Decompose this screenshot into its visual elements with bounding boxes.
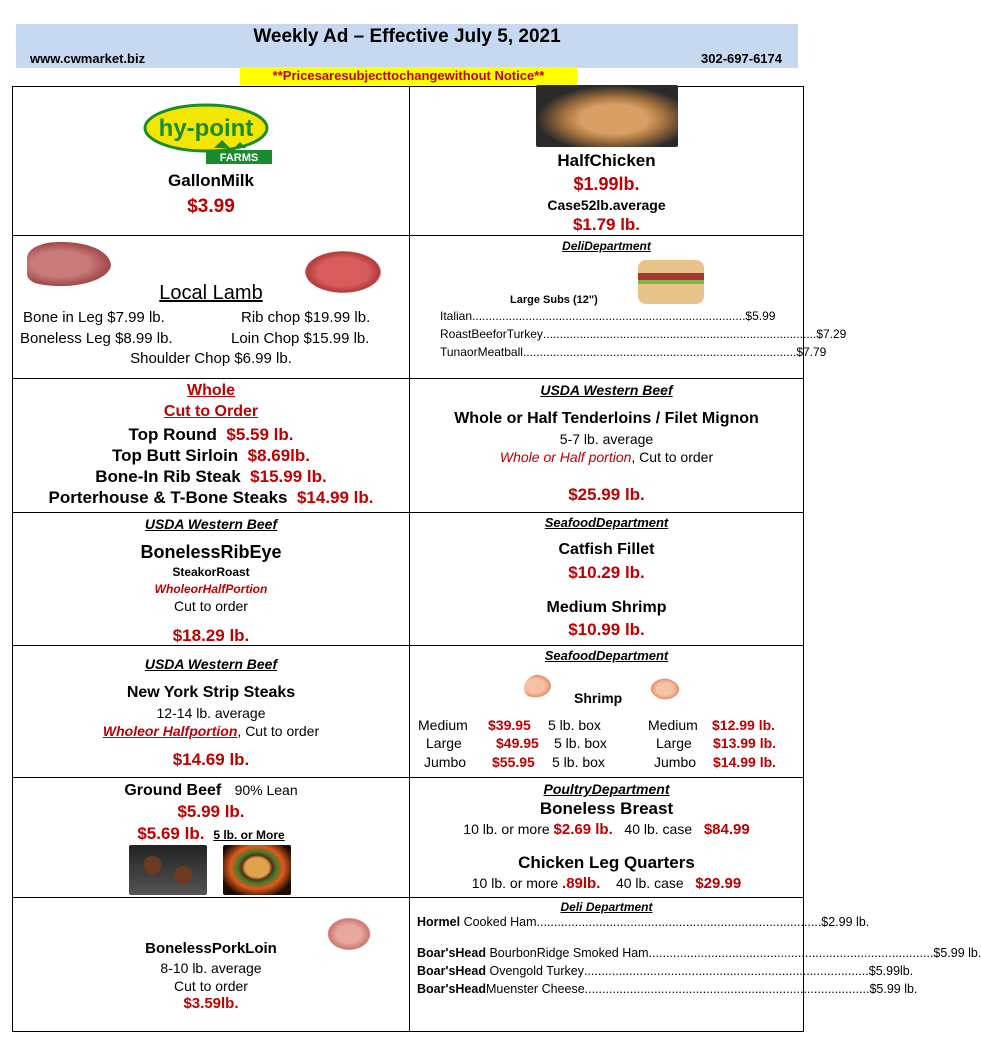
beef-item: [13, 425, 409, 445]
seafood2-cell: [410, 646, 803, 777]
poultry-heading: PoultryDepartment: [543, 781, 670, 797]
lamb-row1-right: Rib chop $19.99 lb.: [241, 309, 371, 326]
strip-heading: USDA Western Beef: [144, 656, 278, 672]
poultry-cell: [410, 778, 803, 897]
deli2-item-name: Muenster Cheese: [485, 982, 585, 996]
leg-quarters-price-line: [410, 875, 803, 892]
shrimp-lb-price: $14.99 lb.: [713, 754, 777, 770]
shrimp-box-row: [418, 717, 601, 733]
deli-sub-name: RoastBeeforTurkey: [440, 327, 543, 341]
strip-cell: [13, 646, 409, 777]
deli2-item-price: $2.99 lb.: [821, 915, 870, 929]
ground-beef-bulk-price: $5.69 lb.: [137, 824, 205, 843]
beef-item-name: Porterhouse & T-Bone Steaks: [48, 488, 288, 507]
beef-item-name: Top Round: [128, 425, 217, 444]
pork-cell: [13, 898, 409, 1031]
shrimp-size: Jumbo: [654, 754, 697, 770]
chicken-case-label: Case52lb.average: [547, 197, 666, 213]
lamb-row2-right: Loin Chop $15.99 lb.: [231, 330, 370, 347]
ground-beef-bulk-note: 5 lb. or More: [213, 828, 285, 842]
ribeye-sub: SteakorRoast: [172, 565, 250, 579]
deli2-item-price: $5.99 lb.: [933, 946, 981, 960]
strip-name: New York Strip Steaks: [126, 684, 296, 701]
tenderloin-cell: [410, 379, 803, 512]
shrimp-box-row: [424, 754, 605, 770]
catfish-name: Catfish Fillet: [558, 541, 655, 558]
shrimp-photo-right: [650, 678, 680, 700]
tenderloin-price: $25.99 lb.: [568, 485, 645, 504]
deli-sub-item: [440, 309, 774, 327]
shrimp-box-unit: 5 lb. box: [548, 717, 601, 733]
deli-sub-price: $7.79: [796, 345, 827, 359]
tenderloin-name: Whole or Half Tenderloins / Filet Mignon: [454, 410, 759, 427]
beef-item-price: $14.99 lb.: [296, 488, 374, 507]
website-url[interactable]: www.cwmarket.biz: [30, 51, 146, 66]
ad-title: Weekly Ad – Effective July 5, 2021: [253, 26, 561, 47]
deli2-item: [417, 946, 981, 964]
beef-item: [13, 467, 409, 487]
deli-subs-heading: DeliDepartment: [562, 239, 651, 253]
burger-grill-photo: [129, 845, 207, 895]
medium-shrimp-name: Medium Shrimp: [546, 599, 667, 616]
ribeye-cell: [13, 513, 409, 645]
strip-weight: 12-14 lb. average: [156, 705, 266, 721]
deli2-item-name: BourbonRidge Smoked Ham: [489, 946, 649, 960]
leg-quarters-qty: 10 lb. or more: [471, 875, 559, 891]
strip-price: $14.69 lb.: [172, 750, 250, 769]
chicken-name: HalfChicken: [557, 151, 656, 170]
leader-dots: ..................................................................................: [583, 964, 869, 978]
shrimp-lb-price: $12.99 lb.: [712, 717, 776, 733]
svg-text:hy-point: hy-point: [158, 115, 254, 142]
lamb-row2-left: Boneless Leg $8.99 lb.: [20, 330, 173, 347]
beef-item-price: $5.59 lb.: [226, 425, 294, 444]
whole-heading: Whole: [187, 382, 235, 399]
milk-cell: [13, 87, 409, 235]
milk-price: $3.99: [187, 196, 235, 217]
tenderloin-portion-line: [410, 449, 803, 465]
deli2-brand: Hormel: [417, 915, 461, 929]
ad-header: [16, 24, 798, 68]
lamb-cell: [13, 236, 409, 378]
ground-beef-price: $5.99 lb.: [177, 802, 245, 821]
deli2-brand: Boar'sHead: [417, 946, 486, 960]
catfish-price: $10.29 lb.: [568, 563, 645, 582]
beef-item: [13, 488, 409, 508]
breast-case: 40 lb. case: [624, 821, 693, 837]
deli2-item: [417, 915, 870, 933]
ribeye-name: BonelessRibEye: [140, 542, 282, 562]
ribeye-price: $18.29 lb.: [172, 626, 250, 645]
seafood2-heading: SeafoodDepartment: [544, 648, 669, 663]
lamb-row3: Shoulder Chop $6.99 lb.: [130, 350, 292, 367]
pork-price: $3.59lb.: [183, 995, 239, 1012]
shrimp-size: Large: [426, 735, 462, 751]
shrimp-title: Shrimp: [574, 690, 623, 706]
leg-quarters-case-price: $29.99: [695, 875, 742, 892]
tenderloin-portion: Whole or Half portion: [499, 449, 632, 465]
deli2-item: [417, 964, 914, 982]
deli-subs-subtitle: Large Subs (12"): [510, 294, 598, 306]
ground-beef-bulk-line: [13, 824, 409, 844]
chicken-case-price: $1.79 lb.: [572, 215, 641, 234]
price-notice: **Pricesaresubjecttochangewithout Notice**: [240, 67, 577, 85]
leg-quarters-name: Chicken Leg Quarters: [518, 853, 695, 872]
breast-qty: 10 lb. or more: [463, 821, 550, 837]
sub-sandwich-photo: [638, 260, 704, 304]
deli-subs-cell: [410, 236, 847, 378]
deli2-item-price: $5.99 lb.: [869, 982, 918, 996]
breast-price: $2.69 lb.: [553, 821, 613, 838]
deli2-cell: [410, 898, 981, 1031]
grid-row-line: [12, 1031, 804, 1032]
ground-beef-name: Ground Beef: [124, 782, 222, 799]
seafood1-cell: [410, 513, 803, 645]
grid-border-right: [803, 86, 804, 1032]
beef-item-price: $15.99 lb.: [250, 467, 327, 486]
breast-price-line: [410, 821, 803, 838]
shrimp-box-unit: 5 lb. box: [552, 754, 605, 770]
deli-sub-price: $7.29: [816, 327, 847, 341]
shrimp-lb-row: [648, 717, 775, 733]
ribeye-heading: USDA Western Beef: [144, 516, 278, 532]
lamb-title: Local Lamb: [159, 282, 263, 304]
tenderloin-weight: 5-7 lb. average: [559, 431, 654, 447]
shrimp-size: Jumbo: [424, 754, 467, 770]
pork-cut: Cut to order: [174, 978, 248, 994]
ground-beef-cell: [13, 778, 409, 897]
leader-dots: ..................................................................................: [536, 915, 822, 929]
deli-sub-item: [440, 327, 847, 345]
deli2-item-name: Cooked Ham: [463, 915, 537, 929]
ribeye-cut: Cut to order: [174, 598, 248, 614]
beef-item: [13, 446, 409, 466]
strip-portion-rest: , Cut to order: [237, 723, 320, 739]
shrimp-lb-row: [654, 754, 776, 770]
cut-to-order-heading: Cut to Order: [163, 403, 259, 420]
tenderloin-portion-rest: , Cut to order: [631, 449, 714, 465]
ground-beef-title-line: [13, 782, 409, 800]
beef-item-price: $8.69lb.: [247, 446, 311, 465]
shrimp-box-price: $55.95: [492, 754, 535, 770]
leader-dots: ..................................................................................: [472, 309, 746, 323]
shrimp-box-row: [426, 735, 607, 751]
ground-beef-lean: 90% Lean: [234, 782, 298, 798]
shrimp-size: Medium: [418, 717, 468, 733]
breast-name: Boneless Breast: [539, 799, 674, 818]
shrimp-box-unit: 5 lb. box: [554, 735, 607, 751]
leader-dots: ..................................................................................: [542, 327, 817, 341]
tenderloin-heading: USDA Western Beef: [540, 382, 673, 398]
deli2-spacer: [417, 933, 791, 946]
leader-dots: ..................................................................................: [522, 345, 797, 359]
shrimp-size: Large: [656, 735, 692, 751]
deli2-item-name: Ovengold Turkey: [489, 964, 584, 978]
lamb-leg-photo: [27, 242, 111, 286]
beef-item-name: Bone-In Rib Steak: [95, 467, 241, 486]
deli-sub-name: TunaorMeatball: [440, 345, 523, 359]
deli-sub-name: Italian: [440, 309, 473, 323]
deli2-item-price: $5.99lb.: [868, 964, 914, 978]
phone-number: 302-697-6174: [701, 51, 782, 66]
breast-case-price: $84.99: [703, 821, 750, 838]
lamb-row1-left: Bone in Leg $7.99 lb.: [23, 309, 165, 326]
deli2-brand: Boar'sHead: [417, 964, 486, 978]
shrimp-photo-left: [524, 674, 552, 698]
deli-sub-item: [440, 345, 827, 363]
chicken-cell: [410, 87, 803, 235]
deli2-list: [417, 915, 981, 1000]
chicken-price: $1.99lb.: [573, 174, 640, 194]
shrimp-box-price: $49.95: [496, 735, 539, 751]
cheeseburger-photo: [223, 845, 291, 895]
strip-portion-line: [13, 723, 409, 739]
deli2-brand: Boar'sHead: [417, 982, 486, 996]
leg-quarters-case: 40 lb. case: [615, 875, 684, 891]
deli2-item: [417, 982, 918, 1000]
beef-item-name: Top Butt Sirloin: [111, 446, 239, 465]
shrimp-box-price: $39.95: [488, 717, 531, 733]
deli-sub-price: $5.99: [745, 309, 776, 323]
leg-quarters-price: .89lb.: [562, 875, 601, 892]
pork-weight: 8-10 lb. average: [160, 960, 262, 976]
hy-point-logo: [144, 104, 278, 166]
deli-subs-list: [440, 309, 847, 363]
shrimp-lb-row: [656, 735, 776, 751]
deli2-heading: Deli Department: [560, 900, 653, 914]
leader-dots: ..................................................................................: [648, 946, 934, 960]
pork-name: BonelessPorkLoin: [145, 940, 277, 957]
strip-portion: Wholeor Halfportion: [102, 723, 238, 739]
leader-dots: ..................................................................................: [584, 982, 870, 996]
shrimp-lb-price: $13.99 lb.: [713, 735, 777, 751]
medium-shrimp-price: $10.99 lb.: [568, 620, 645, 639]
seafood1-heading: SeafoodDepartment: [544, 515, 669, 530]
shrimp-size: Medium: [648, 717, 698, 733]
svg-text:FARMS: FARMS: [219, 152, 259, 164]
whole-cut-cell: [13, 379, 409, 512]
ribeye-portion: WholeorHalfPortion: [154, 582, 268, 596]
milk-name: GallonMilk: [168, 171, 254, 190]
roast-chicken-photo: [536, 85, 678, 147]
